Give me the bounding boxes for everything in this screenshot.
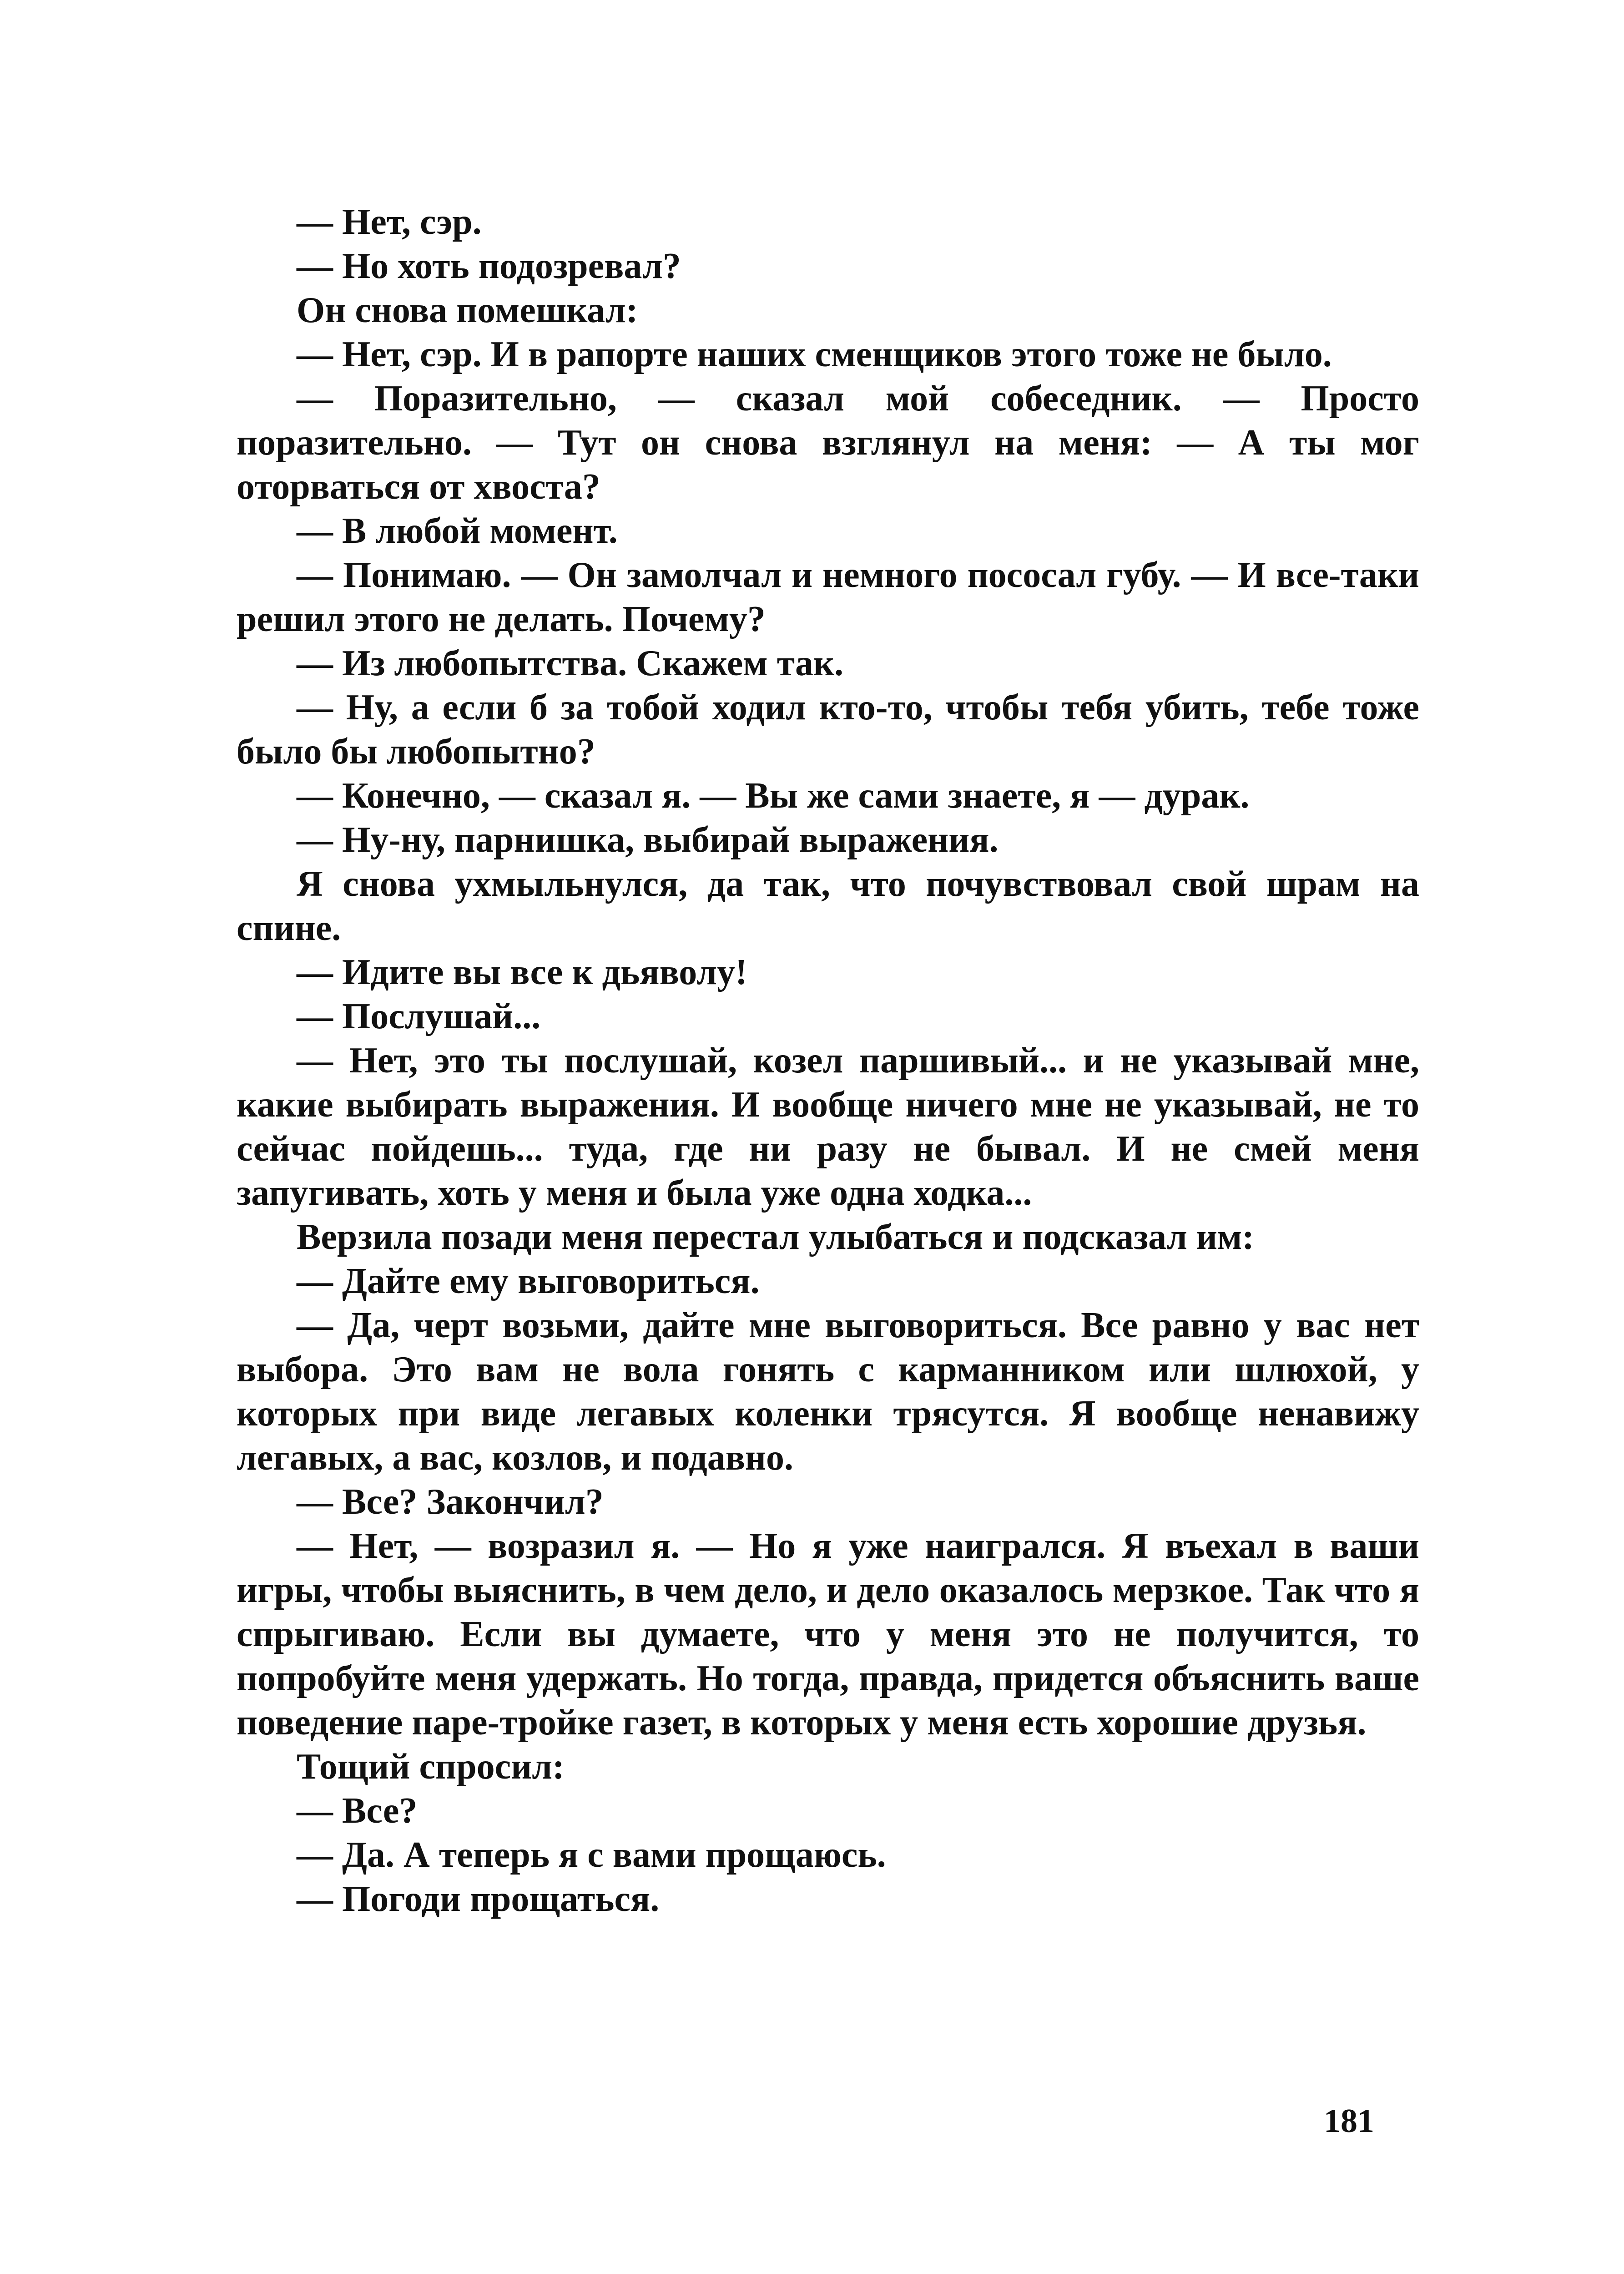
paragraph: — Ну, а если б за тобой ходил кто-то, чтобы тебя убить, тебе тоже было бы любопытно? <box>237 687 1419 772</box>
paragraph: — Понимаю. — Он замолчал и немного пососал губу. — И все-таки решил этого не делать. Почему? <box>237 555 1419 639</box>
paragraph: — Ну-ну, парнишка, выбирай выражения. <box>297 820 999 860</box>
paragraph: — Нет, это ты послушай, козел паршивый... и не указывай мне, какие выбирать выражения. И вообще ничего мне не указывай, не то сейчас пойдешь... туда, где ни разу не бывал. И не смей меня запугивать, хоть у меня и была уже одна ходка... <box>237 1041 1419 1213</box>
paragraph: Верзила позади меня перестал улыбаться и подсказал им: <box>297 1217 1254 1257</box>
paragraph: — Но хоть подозревал? <box>297 246 681 286</box>
page-number: 181 <box>1324 2102 1374 2140</box>
paragraph: — Дайте ему выговориться. <box>297 1261 760 1301</box>
paragraph: — Послушай... <box>297 996 541 1036</box>
paragraph: — Нет, — возразил я. — Но я уже наигрался. Я въехал в ваши игры, чтобы выяснить, в чем дело, и дело оказалось мерзкое. Так что я спрыгиваю. Если вы думаете, что у меня это не получится, то попробуйте меня удержать. Но тогда, правда, придется объяснить ваше поведение паре-тройке газет, в которых у меня есть хорошие друзья. <box>237 1526 1419 1743</box>
paragraph: Тощий спросил: <box>297 1747 565 1787</box>
body-text <box>237 200 1419 1921</box>
paragraph: — Из любопытства. Скажем так. <box>297 643 844 683</box>
paragraph: — Конечно, — сказал я. — Вы же сами знаете, я — дурак. <box>297 776 1250 816</box>
paragraph: Я снова ухмыльнулся, да так, что почувствовал свой шрам на спине. <box>237 864 1419 948</box>
paragraph: — Все? Закончил? <box>297 1482 604 1522</box>
paragraph: — Нет, сэр. <box>297 202 482 242</box>
paragraph: Он снова помешкал: <box>297 290 638 330</box>
paragraph: — Да, черт возьми, дайте мне выговориться. Все равно у вас нет выбора. Это вам не вола гонять с карманником или шлюхой, у которых при виде легавых коленки трясутся. Я вообще ненавижу легавых, а вас, козлов, и подавно. <box>237 1305 1419 1478</box>
paragraph: — Поразительно, — сказал мой собеседник. — Просто поразительно. — Тут он снова взглянул на меня: — А ты мог оторваться от хвоста? <box>237 379 1419 507</box>
paragraph: — В любой момент. <box>297 511 618 551</box>
paragraph: — Нет, сэр. И в рапорте наших сменщиков этого тоже не было. <box>297 334 1332 374</box>
paragraph: — Идите вы все к дьяволу! <box>297 952 747 992</box>
paragraph: — Все? <box>297 1791 418 1831</box>
paragraph: — Погоди прощаться. <box>297 1879 660 1919</box>
paragraph: — Да. А теперь я с вами прощаюсь. <box>297 1835 886 1875</box>
